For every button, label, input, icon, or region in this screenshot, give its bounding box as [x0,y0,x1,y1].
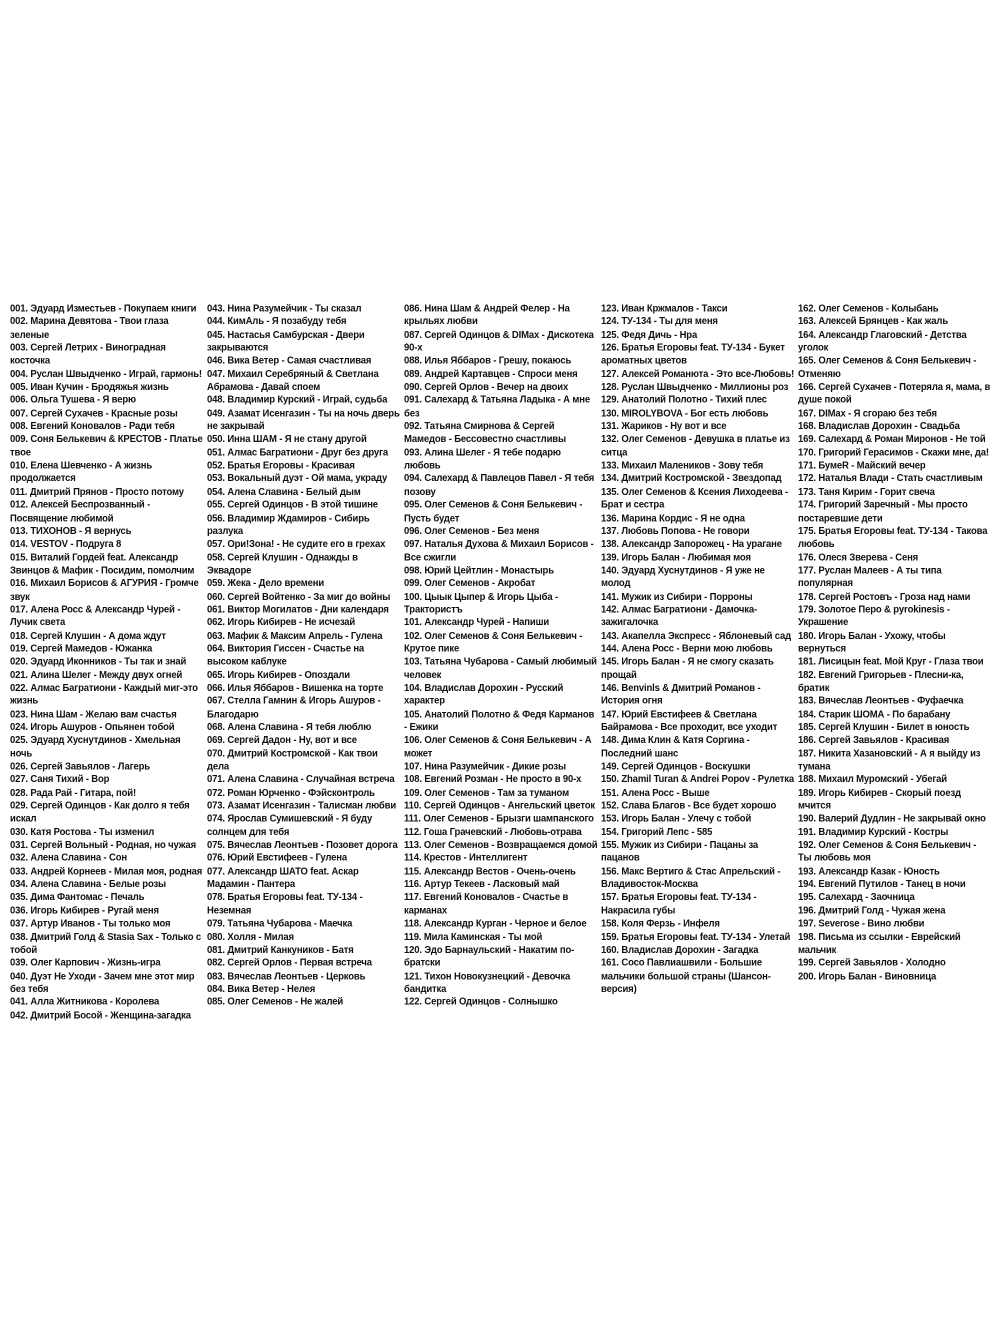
track-entry: 016. Михаил Борисов & АГУРИЯ - Громче звук [10,577,199,603]
track-entry: 195. Салехард - Заочница [798,891,915,904]
track-entry: 161. Сосо Павлиашвили - Большие мальчики большой страны (Шансон-версия) [601,957,771,996]
track-entry: 067. Стелла Гамнин & Игорь Ашуров - Благодарю [207,695,381,721]
track-entry: 135. Олег Семенов & Ксения Лиходеева - Брат и сестра [601,486,788,511]
track-entry: 167. DIMax - Я сгораю без тебя [798,407,937,420]
track-entry: 170. Григорий Герасимов - Скажи мне, да! [798,446,989,459]
track-entry: 164. Александр Глаговский - Детства уголок [798,329,967,354]
track-entry: 021. Алина Шелег - Между двух огней [10,669,183,682]
track-entry: 171. БумеR - Майский вечер [798,460,926,472]
track-entry: 011. Дмитрий Прянов - Просто потому [10,486,184,498]
track-entry: 143. Акапелла Экспресс - Яблоневый сад [601,630,792,642]
track-entry: 025. Эдуард Хуснутдинов - Хмельная ночь [10,734,181,760]
track-entry: 169. Салехард & Роман Миронов - Не той [798,433,986,446]
track-entry: 190. Валерий Дудлин - Не закрывай окно [798,813,986,825]
track-entry: 001. Эдуард Изместьев - Покупаем книги [10,303,197,315]
track-entry: 045. Настасья Самбурская - Двери закрываются [207,329,365,354]
track-entry: 189. Игорь Кибирев - Скорый поезд мчится [798,787,961,812]
track-entry: 028. Рада Рай - Гитара, пой! [10,787,136,799]
track-entry: 004. Руслан Швыдченко - Играй, гармонь! [10,368,202,381]
track-entry: 101. Александр Чурей - Напиши [404,617,550,629]
track-entry: 026. Сергей Завьялов - Лагерь [10,760,150,773]
track-entry: 093. Алина Шелег - Я тебе подарю любовь [404,446,561,472]
track-entry: 165. Олег Семенов & Соня Белькевич - Отменяю [798,355,977,381]
track-entry: 082. Сергей Орлов - Первая встреча [207,957,372,969]
track-entry: 158. Коля Ферзь - Инфеля [601,917,720,930]
track-entry: 116. Артур Текеев - Ласковый май [404,878,560,891]
track-entry: 200. Игорь Балан - Виновница [798,970,937,982]
track-entry: 174. Григорий Заречный - Мы просто постаревшие дети [798,499,968,525]
track-entry: 194. Евгений Путилов - Танец в ночи [798,878,966,891]
track-entry: 075. Вячеслав Леонтьев - Позовет дорога [207,839,398,852]
track-entry: 134. Дмитрий Костромской - Звездопад [601,473,782,485]
track-entry: 051. Алмас Багратиони - Друг без друга [207,446,388,459]
track-entry: 053. Вокальный дуэт - Ой мама, украду [207,473,388,485]
track-entry: 059. Жека - Дело времени [207,577,325,590]
track-entry: 009. Соня Белькевич & КРЕСТОВ - Платье твое [10,433,203,459]
track-entry: 080. Холля - Милая [207,931,294,943]
track-entry: 099. Олег Семенов - Акробат [404,577,536,590]
track-entry: 023. Нина Шам - Желаю вам счастья [10,708,177,721]
track-entry: 017. Алена Росс & Александр Чурей - Лучик света [10,603,181,629]
track-entry: 179. Золотое Перо & pyrokinesis - Украшение [798,603,950,629]
track-entry: 141. Мужик из Сибири - Порроны [601,590,753,603]
track-entry: 172. Наталья Влади - Стать счастливым [798,473,983,485]
track-entry: 126. Братья Егоровы feat. ТУ-134 - Букет ароматных цветов [601,342,785,367]
track-entry: 149. Сергей Одинцов - Воскушки [601,760,751,773]
track-entry: 152. Слава Благов - Все будет хорошо [601,800,777,812]
track-entry: 010. Елена Шевченко - А жизнь продолжается [10,460,153,485]
track-entry: 034. Алена Славина - Белые розы [10,878,167,891]
track-entry: 013. ТИХОНОВ - Я вернусь [10,525,132,538]
track-entry: 191. Владимир Курский - Костры [798,826,949,839]
track-entry: 054. Алена Славина - Белый дым [207,486,361,498]
track-entry: 024. Игорь Ашуров - Опьянен тобой [10,721,175,734]
track-entry: 146. Benvinls & Дмитрий Романов - История огня [601,682,761,708]
track-entry: 083. Вячеслав Леонтьев - Церковь [207,970,366,982]
track-entry: 066. Илья Яббаров - Вишенка на торте [207,682,384,695]
track-entry: 111. Олег Семенов - Брызги шампанского [404,813,594,825]
track-entry: 180. Игорь Балан - Ухожу, чтобы вернуться [798,630,946,655]
track-entry: 198. Письма из ссылки - Еврейский мальчик [798,931,961,956]
track-entry: 018. Сергей Клушин - А дома ждут [10,630,166,642]
track-entry: 094. Салехард & Павлецов Павел - Я тебя позову [404,473,595,498]
track-entry: 078. Братья Егоровы feat. ТУ-134 - Неземная [207,891,363,917]
track-entry: 012. Алексей Беспрозванный - Посвящение любимой [10,499,151,525]
track-entry: 166. Сергей Сухачев - Потеряла я, мама, в душе покой [798,381,991,407]
track-entry: 100. Цыык Цыпер & Игорь Цыба - Трактористъ [404,590,558,616]
track-entry: 043. Нина Разумейчик - Ты сказал [207,303,362,315]
track-entry: 064. Виктория Гиссен - Счастье на высоком каблуке [207,643,365,668]
track-entry: 114. Крестов - Интеллигент [404,852,528,865]
track-entry: 184. Старик ШОМА - По барабану [798,708,951,721]
track-entry: 087. Сергей Одинцов & DIMax - Дискотека 90-х [404,329,594,354]
track-entry: 159. Братья Егоровы feat. ТУ-134 - Улетай [601,931,791,943]
track-entry: 065. Игорь Кибирев - Опоздали [207,669,350,682]
tracklist-column-2 [207,303,404,1092]
track-entry: 079. Татьяна Чубарова - Маечка [207,917,353,930]
track-entry: 196. Дмитрий Голд - Чужая жена [798,904,946,917]
track-entry: 175. Братья Егоровы feat. ТУ-134 - Такова любовь [798,525,988,551]
track-entry: 106. Олег Семенов & Соня Белькевич - А может [404,734,592,760]
track-entry: 192. Олег Семенов & Соня Белькевич - Ты любовь моя [798,839,977,865]
track-entry: 035. Дима Фантомас - Печаль [10,891,145,904]
track-entry: 055. Сергей Одинцов - В этой тишине [207,499,378,511]
track-entry: 117. Евгений Коновалов - Счастье в карманах [404,891,569,917]
track-entry: 137. Любовь Попова - Не говори [601,525,750,538]
track-entry: 050. Инна ШАМ - Я не стану другой [207,433,367,446]
track-entry: 063. Мафик & Максим Апрель - Гулена [207,630,383,642]
track-entry: 151. Алена Росс - Выше [601,787,710,799]
track-entry: 112. Гоша Грачевский - Любовь-отрава [404,826,582,839]
track-entry: 193. Александр Казак - Юность [798,865,940,878]
tracklist-column-4 [601,303,798,1092]
track-entry: 153. Игорь Балан - Улечу с тобой [601,813,752,825]
track-entry: 039. Олег Карпович - Жизнь-игра [10,957,161,969]
track-entry: 049. Азамат Исенгазин - Ты на ночь дверь не закрывай [207,407,400,433]
track-entry: 027. Саня Тихий - Вор [10,774,110,786]
track-entry: 168. Владислав Дорохин - Свадьба [798,420,960,433]
track-entry: 090. Сергей Орлов - Вечер на двоих [404,381,569,394]
track-entry: 129. Анатолий Полотно - Тихий плес [601,394,767,407]
track-entry: 118. Александр Курган - Черное и белое [404,917,587,930]
track-entry: 077. Александр ШАТО feat. Аскар Мадамин - Пантера [207,865,359,891]
track-entry: 072. Роман Юрченко - Фэйсконтроль [207,787,375,799]
track-entry: 121. Тихон Новокузнецкий - Девочка бандитка [404,970,571,996]
track-entry: 103. Татьяна Чубарова - Самый любимый человек [404,656,597,682]
track-entry: 188. Михаил Муромский - Убегай [798,774,947,786]
track-entry: 046. Вика Ветер - Самая счастливая [207,355,372,367]
track-entry: 181. Лисицын feat. Мой Круг - Глаза твои [798,656,984,668]
track-entry: 119. Мила Каминская - Ты мой [404,931,543,943]
track-entry: 163. Алексей Брянцев - Как жаль [798,316,949,328]
track-entry: 145. Игорь Балан - Я не смогу сказать прощай [601,656,774,682]
track-entry: 062. Игорь Кибирев - Не исчезай [207,617,356,629]
track-entry: 140. Эдуард Хуснутдинов - Я уже не молод [601,564,765,590]
track-entry: 182. Евгений Григорьев - Плесни-ка, братик [798,669,964,695]
track-entry: 122. Сергей Одинцов - Солнышко [404,996,558,1009]
track-entry: 107. Нина Разумейчик - Дикие розы [404,760,566,773]
track-entry: 186. Сергей Завьялов - Красивая [798,734,950,747]
track-entry: 037. Артур Иванов - Ты только моя [10,917,171,930]
track-entry: 157. Братья Егоровы feat. ТУ-134 - Накрасила губы [601,891,757,917]
track-entry: 074. Ярослав Сумишевский - Я буду солнцем для тебя [207,813,373,839]
track-entry: 041. Алла Житникова - Королева [10,996,160,1009]
track-entry: 033. Андрей Корнеев - Милая моя, родная [10,865,203,878]
track-entry: 030. Катя Ростова - Ты изменил [10,826,155,839]
track-entry: 148. Дима Клин & Катя Соргина - Последний шанс [601,734,750,760]
track-entry: 147. Юрий Евстифеев & Светлана Байрамова - Все проходит, все уходит [601,708,778,734]
track-entry: 085. Олег Семенов - Не жалей [207,996,344,1009]
track-entry: 125. Федя Дичь - Нра [601,329,698,341]
track-entry: 068. Алена Славина - Я тебя люблю [207,721,372,734]
track-entry: 131. Жариков - Ну вот и все [601,420,727,433]
track-entry: 071. Алена Славина - Случайная встреча [207,774,395,786]
track-entry: 058. Сергей Клушин - Однажды в Эквадоре [207,551,358,577]
track-entry: 139. Игорь Балан - Любимая моя [601,551,751,564]
track-entry: 130. MIROLYBOVA - Бог есть любовь [601,407,769,420]
track-entry: 019. Сергей Мамедов - Южанка [10,643,153,655]
track-entry: 109. Олег Семенов - Там за туманом [404,787,569,799]
track-entry: 005. Иван Кучин - Бродяжья жизнь [10,381,169,394]
track-entry: 098. Юрий Цейтлин - Монастырь [404,564,554,577]
track-entry: 154. Григорий Лепс - 585 [601,826,713,839]
track-entry: 042. Дмитрий Босой - Женщина-загадка [10,1009,191,1022]
tracklist-sheet [10,303,995,1047]
track-entry: 060. Сергей Войтенко - За миг до войны [207,590,391,603]
track-entry: 132. Олег Семенов - Девушка в платье из ситца [601,433,790,459]
track-entry: 178. Сергей Ростовъ - Гроза над нами [798,590,971,603]
track-entry: 124. ТУ-134 - Ты для меня [601,316,718,328]
track-entry: 015. Виталий Гордей feat. Александр Звинцов & Мафик - Посидим, помолчим [10,551,195,577]
track-entry: 128. Руслан Швыдченко - Миллионы роз [601,381,789,394]
track-entry: 183. Вячеслав Леонтьев - Фуфаечка [798,695,964,708]
track-entry: 110. Сергей Одинцов - Ангельский цветок [404,800,595,812]
track-entry: 185. Сергей Клушин - Билет в юность [798,721,970,734]
track-entry: 092. Татьяна Смирнова & Сергей Мамедов - Бессовестно счастливы [404,420,566,446]
track-entry: 197. Severose - Вино любви [798,917,925,930]
tracklist-column-5 [798,303,995,1092]
track-entry: 176. Олеся Зверева - Сеня [798,551,919,564]
track-entry: 108. Евгений Розман - Не просто в 90-х [404,774,582,786]
track-entry: 031. Сергей Вольный - Родная, но чужая [10,839,196,852]
track-entry: 138. Александр Запорожец - На урагане [601,538,782,551]
track-entry: 113. Олег Семенов - Возвращаемся домой [404,839,598,852]
track-entry: 133. Михаил Малеников - Зову тебя [601,460,764,472]
track-entry: 029. Сергей Одинцов - Как долго я тебя искал [10,800,190,825]
track-entry: 173. Таня Кирим - Горит свеча [798,486,935,498]
track-entry: 036. Игорь Кибирев - Ругай меня [10,904,159,917]
track-entry: 057. Ори!Зона! - Не судите его в грехах [207,538,386,551]
track-entry: 095. Олег Семенов & Соня Белькевич - Пусть будет [404,499,583,525]
track-entry: 086. Нина Шам & Андрей Фелер - На крыльях любви [404,303,570,328]
track-entry: 162. Олег Семенов - Колыбань [798,303,939,315]
track-entry: 032. Алена Славина - Сон [10,852,127,865]
track-entry: 142. Алмас Багратиони - Дамочка-зажигалочка [601,603,758,629]
tracklist-column-3 [404,303,601,1092]
track-entry: 105. Анатолий Полотно & Федя Карманов - Ежики [404,708,595,734]
track-entry: 136. Марина Кордис - Я не одна [601,512,745,525]
track-entry: 156. Макс Вертиго & Стас Апрельский - Владивосток-Москва [601,865,781,891]
track-entry: 002. Марина Девятова - Твои глаза зеленые [10,316,169,341]
track-entry: 061. Виктор Могилатов - Дни календаря [207,603,389,616]
track-entry: 073. Азамат Исенгазин - Талисман любви [207,800,397,812]
track-entry: 069. Сергей Дадон - Ну, вот и все [207,734,357,747]
track-entry: 076. Юрий Евстифеев - Гулена [207,852,347,865]
track-entry: 115. Александр Вестов - Очень-очень [404,865,576,878]
track-entry: 003. Сергей Летрих - Виноградная косточка [10,342,166,367]
track-entry: 123. Иван Кржмалов - Такси [601,303,728,315]
track-entry: 052. Братья Егоровы - Красивая [207,460,355,472]
track-entry: 081. Дмитрий Канкуников - Батя [207,944,354,956]
track-entry: 020. Эдуард Иконников - Ты так и знай [10,656,187,668]
track-entry: 040. Дуэт Не Уходи - Зачем мне этот мир без тебя [10,970,195,996]
track-entry: 044. КимАль - Я позабуду тебя [207,316,347,328]
track-entry: 006. Ольга Тушева - Я верю [10,394,136,407]
track-entry: 187. Никита Хазановский - А я выйду из тумана [798,747,981,773]
track-entry: 127. Алексей Романюта - Это все-Любовь! [601,368,795,381]
track-entry: 097. Наталья Духова & Михаил Борисов - Все сжигли [404,538,594,564]
track-entry: 038. Дмитрий Голд & Stasia Sax - Только с тобой [10,931,202,956]
track-entry: 088. Илья Яббаров - Грешу, покаюсь [404,355,572,367]
track-entry: 120. Эдо Барнаульский - Накатим по-братски [404,944,575,969]
track-entry: 084. Вика Ветер - Нелея [207,983,316,996]
track-entry: 089. Андрей Картавцев - Спроси меня [404,368,578,381]
track-entry: 007. Сергей Сухачев - Красные розы [10,407,178,420]
track-entry: 104. Владислав Дорохин - Русский характер [404,682,564,708]
track-entry: 160. Владислав Дорохин - Загадка [601,944,759,956]
track-entry: 056. Владимир Ждамиров - Сибирь разлука [207,512,370,538]
track-entry: 047. Михаил Серебряный & Светлана Абрамова - Давай споем [207,368,379,394]
track-entry: 091. Салехард & Татьяна Ладыка - А мне без [404,394,590,420]
track-entry: 150. Zhamil Turan & Andrei Popov - Рулетка [601,774,795,786]
track-entry: 048. Владимир Курский - Играй, судьба [207,394,388,407]
tracklist-column-1 [10,303,207,1092]
track-entry: 177. Руслан Малеев - А ты типа популярная [798,564,942,590]
track-entry: 014. VESTOV - Подруга 8 [10,538,122,551]
track-entry: 199. Сергей Завьялов - Холодно [798,957,946,969]
track-entry: 096. Олег Семенов - Без меня [404,525,540,538]
track-entry: 144. Алена Росс - Верни мою любовь [601,643,773,655]
track-entry: 102. Олег Семенов & Соня Белькевич - Крутое пике [404,630,583,655]
track-entry: 070. Дмитрий Костромской - Как твои дела [207,747,378,773]
track-entry: 008. Евгений Коновалов - Ради тебя [10,420,175,433]
track-entry: 155. Мужик из Сибири - Пацаны за пацанов [601,839,759,865]
track-entry: 022. Алмас Багратиони - Каждый миг-это жизнь [10,682,198,708]
